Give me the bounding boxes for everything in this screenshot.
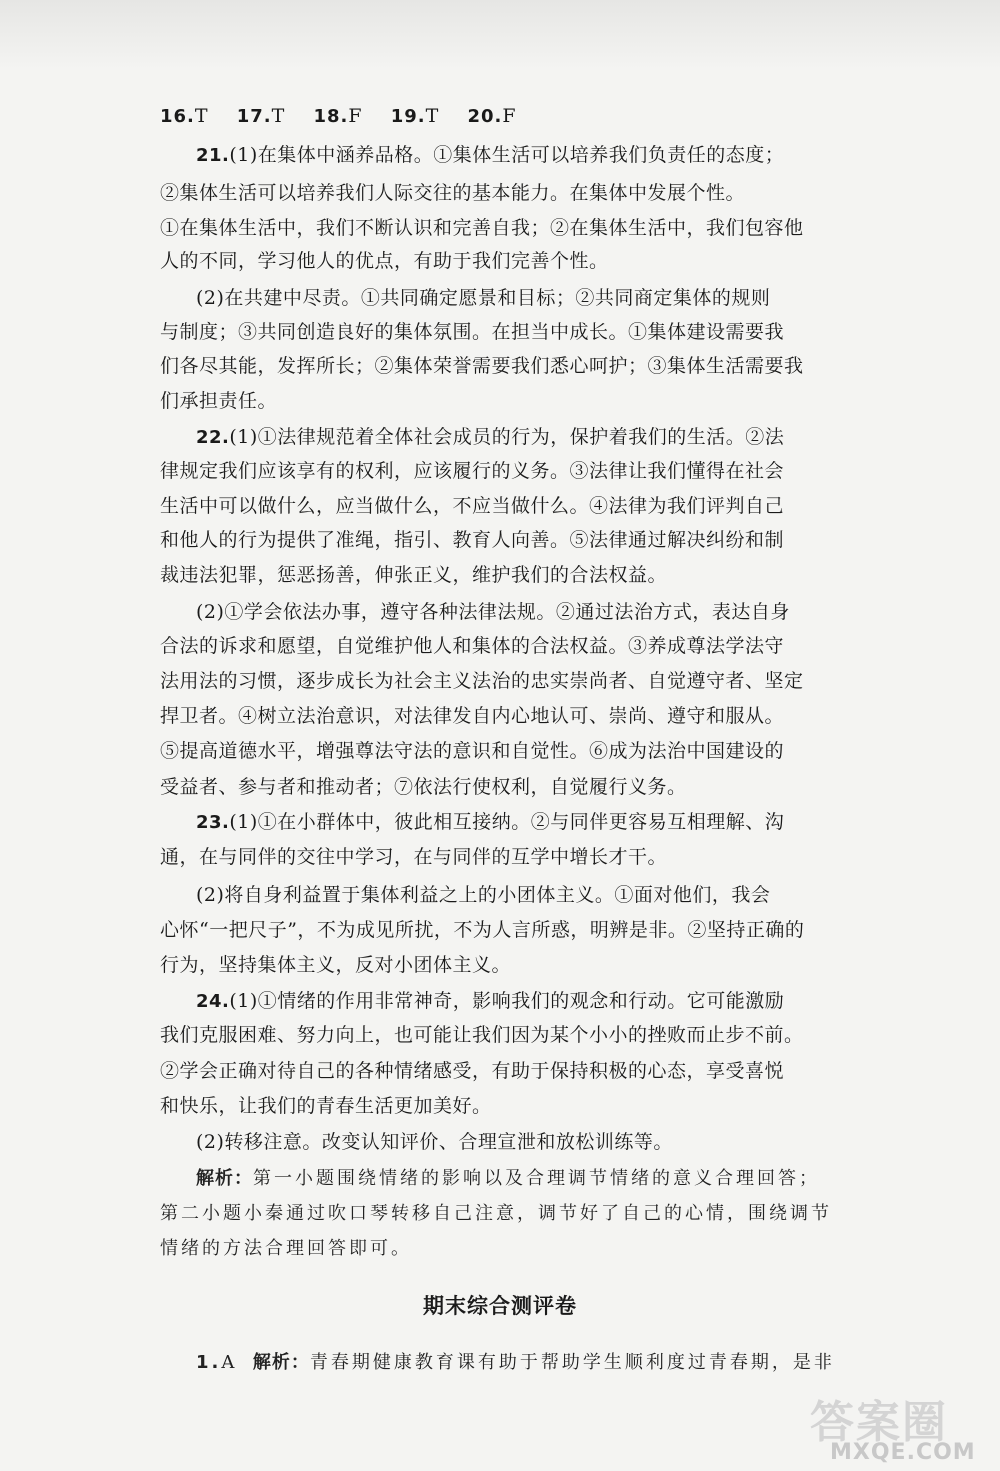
- answer-line: ①在集体生活中，我们不断认识和完善自我；②在集体生活中，我们包容他: [160, 217, 804, 239]
- scan-shadow: [0, 0, 1000, 70]
- analysis-line: 情绪的方法合理回答即可。: [160, 1238, 412, 1259]
- answer-line: (2)转移注意。改变认知评价、合理宣泄和放松训练等。: [196, 1131, 673, 1153]
- analysis-line: 解析：第一小题围绕情绪的影响以及合理调节情绪的意义合理回答；: [196, 1168, 820, 1189]
- analysis-line: 第二小题小秦通过吹口琴转移自己注意，调节好了自己的心情，围绕调节: [160, 1203, 832, 1224]
- answer-line: 律规定我们应该享有的权利，应该履行的义务。③法律让我们懂得在社会: [160, 460, 785, 482]
- answer-line: 受益者、参与者和推动者；⑦依法行使权利，自觉履行义务。: [160, 776, 687, 798]
- answer-line: 21.(1)在集体中涵养品格。①集体生活可以培养我们负责任的态度；: [196, 144, 785, 166]
- answer-line: 和快乐，让我们的青春生活更加美好。: [160, 1095, 492, 1117]
- watermark-url: MXQE.COM: [830, 1440, 976, 1465]
- answer-line: 们各尽其能，发挥所长；②集体荣誉需要我们悉心呵护；③集体生活需要我: [160, 355, 804, 377]
- answer-line: (2)将自身利益置于集体利益之上的小团体主义。①面对他们，我会: [196, 884, 771, 906]
- answer-line: ②集体生活可以培养我们人际交往的基本能力。在集体中发展个性。: [160, 182, 746, 204]
- answer-line: ②学会正确对待自己的各种情绪感受，有助于保持积极的心态，享受喜悦: [160, 1060, 785, 1082]
- watermark-logo: 答案圈: [810, 1397, 948, 1448]
- answer-line: 法用法的习惯，逐步成长为社会主义法治的忠实崇尚者、自觉遵守者、坚定: [160, 670, 804, 692]
- final-item-line: 1.A 解析：青春期健康教育课有助于帮助学生顺利度过青春期，是非: [196, 1352, 835, 1373]
- answer-line: 24.(1)①情绪的作用非常神奇，影响我们的观念和行动。它可能激励: [196, 990, 785, 1012]
- answer-line: 和他人的行为提供了准绳，指引、教育人向善。⑤法律通过解决纠纷和制: [160, 529, 785, 551]
- answer-line: 23.(1)①在小群体中，彼此相互接纳。②与同伴更容易互相理解、沟: [196, 811, 785, 833]
- answer-line: 与制度；③共同创造良好的集体氛围。在担当中成长。①集体建设需要我: [160, 321, 785, 343]
- answer-line: ⑤提高道德水平，增强尊法守法的意识和自觉性。⑥成为法治中国建设的: [160, 740, 785, 762]
- answer-line: 我们克服困难、努力向上，也可能让我们因为某个小小的挫败而止步不前。: [160, 1024, 804, 1046]
- site-watermark: [800, 1390, 1000, 1471]
- answer-line: 生活中可以做什么，应当做什么，不应当做什么。④法律为我们评判自己: [160, 495, 785, 517]
- answer-line: (2)①学会依法办事，遵守各种法律法规。②通过法治方式，表达自身: [196, 601, 790, 623]
- answer-line: 行为，坚持集体主义，反对小团体主义。: [160, 954, 512, 976]
- answer-line: 们承担责任。: [160, 390, 278, 412]
- answer-line: 捍卫者。④树立法治意识，对法律发自内心地认可、崇尚、遵守和服从。: [160, 705, 785, 727]
- answer-line: (2)在共建中尽责。①共同确定愿景和目标；②共同商定集体的规则: [196, 287, 771, 309]
- answer-line: 合法的诉求和愿望，自觉维护他人和集体的合法权益。③养成尊法学法守: [160, 635, 785, 657]
- tf-answers: 16.T 17.T 18.F 19.T 20.F: [160, 105, 517, 127]
- answer-line: 人的不同，学习他人的优点，有助于我们完善个性。: [160, 250, 609, 272]
- answer-line: 通，在与同伴的交往中学习，在与同伴的互学中增长才干。: [160, 846, 668, 868]
- answer-line: 22.(1)①法律规范着全体社会成员的行为，保护着我们的生活。②法: [196, 426, 785, 448]
- answer-line: 裁违法犯罪，惩恶扬善，伸张正义，维护我们的合法权益。: [160, 564, 668, 586]
- section-title: 期末综合测评卷: [423, 1294, 577, 1318]
- answer-line: 心怀“一把尺子”，不为成见所扰，不为人言所惑，明辨是非。②坚持正确的: [160, 919, 805, 941]
